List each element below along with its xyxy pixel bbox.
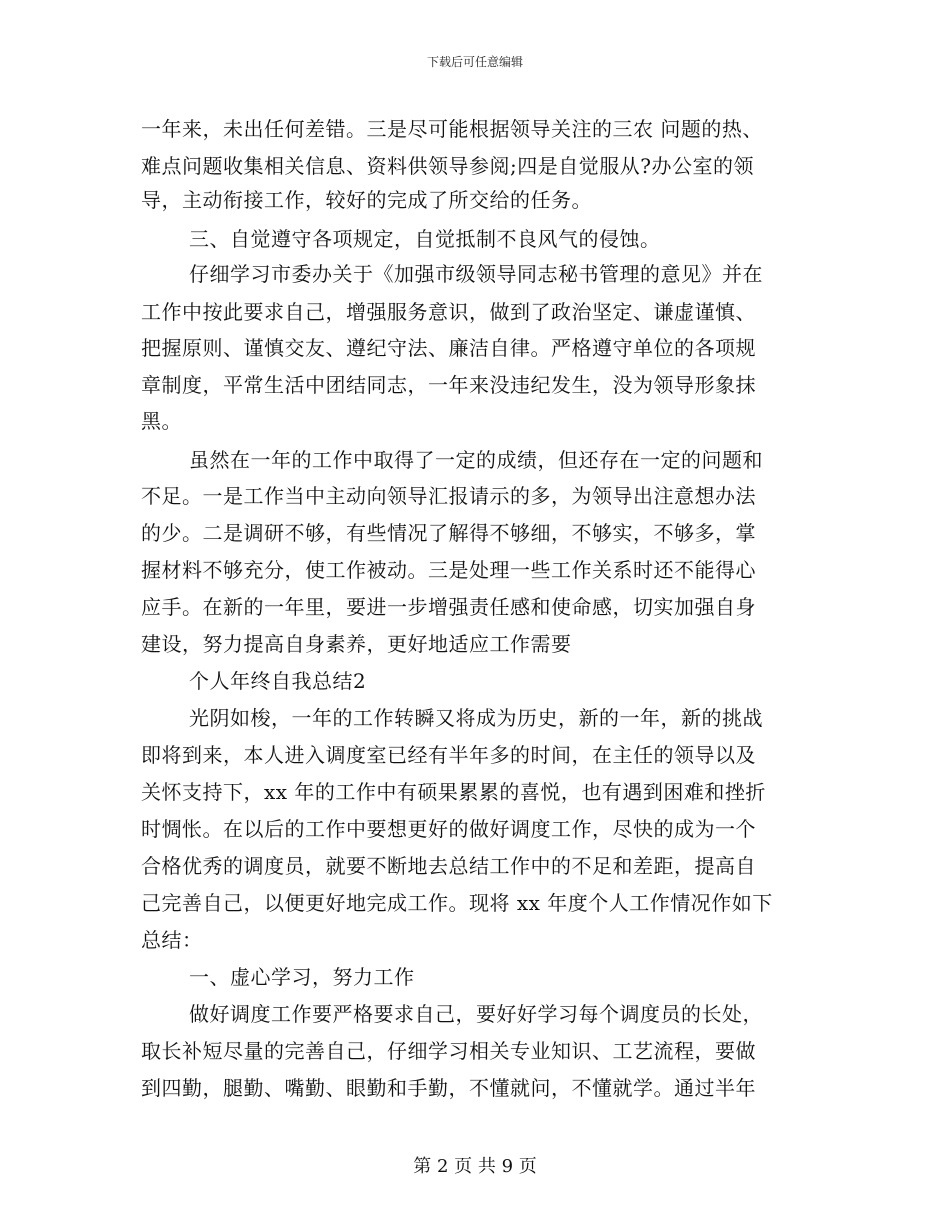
text-line: 三、自觉遵守各项规定，自觉抵制不良风气的侵蚀。 bbox=[189, 227, 661, 251]
text-line: 工作中按此要求自己，增强服务意识，做到了政治坚定、谦虚谨慎、 bbox=[141, 300, 756, 324]
text-line: 把握原则、谨慎交友、遵纪守法、廉洁自律。严格遵守单位的各项规 bbox=[141, 336, 756, 360]
text-line: 即将到来，本人进入调度室已经有半年多的时间，在主任的领导以及 bbox=[141, 743, 756, 767]
text-line: 握材料不够充分，使工作被动。三是处理一些工作关系时还不能得心 bbox=[141, 558, 756, 582]
text-line: 取长补短尽量的完善自己，仔细学习相关专业知识、工艺流程，要做 bbox=[141, 1039, 756, 1063]
text-line: 合格优秀的调度员，就要不断地去总结工作中的不足和差距，提高自 bbox=[141, 854, 756, 878]
section-title: 个人年终自我总结2 bbox=[189, 669, 367, 693]
text-line: 导，主动衔接工作，较好的完成了所交给的任务。 bbox=[141, 188, 592, 212]
text-line: 到四勤，腿勤、嘴勤、眼勤和手勤，不懂就问，不懂就学。通过半年 bbox=[141, 1076, 756, 1100]
text-line: 时惆怅。在以后的工作中要想更好的做好调度工作，尽快的成为一个 bbox=[141, 817, 756, 841]
text-line: 虽然在一年的工作中取得了一定的成绩，但还存在一定的问题和 bbox=[189, 448, 763, 472]
text-line: 建设，努力提高自身素养，更好地适应工作需要 bbox=[141, 632, 572, 656]
text-line: 关怀支持下，xx 年的工作中有硕果累累的喜悦，也有遇到困难和挫折 bbox=[141, 780, 766, 804]
page-number-footer: 第 2 页 共 9 页 bbox=[413, 1156, 537, 1177]
text-line: 总结： bbox=[141, 928, 203, 952]
text-line: 光阴如梭，一年的工作转瞬又将成为历史，新的一年，新的挑战 bbox=[189, 706, 763, 730]
text-line: 仔细学习市委办关于《加强市级领导同志秘书管理的意见》并在 bbox=[189, 262, 763, 286]
text-line: 的少。二是调研不够，有些情况了解得不够细，不够实，不够多，掌 bbox=[141, 521, 756, 545]
text-line: 黑。 bbox=[141, 409, 182, 433]
subsection-title: 一、虚心学习，努力工作 bbox=[189, 965, 415, 989]
page-header: 下载后可任意编辑 bbox=[426, 55, 523, 69]
text-line: 己完善自己，以便更好地完成工作。现将 xx 年度个人工作情况作如下 bbox=[141, 891, 773, 915]
text-line: 应手。在新的一年里，要进一步增强责任感和使命感，切实加强自身 bbox=[141, 595, 756, 619]
text-line: 一年来，未出任何差错。三是尽可能根据领导关注的三农 问题的热、 bbox=[141, 117, 763, 141]
text-line: 章制度，平常生活中团结同志，一年来没违纪发生，没为领导形象抹 bbox=[141, 373, 756, 397]
text-line: 做好调度工作要严格要求自己，要好好学习每个调度员的长处， bbox=[189, 1002, 763, 1026]
text-line: 难点问题收集相关信息、资料供领导参阅;四是自觉服从?办公室的领 bbox=[141, 154, 754, 178]
text-line: 不足。一是工作当中主动向领导汇报请示的多，为领导出注意想办法 bbox=[141, 484, 756, 508]
